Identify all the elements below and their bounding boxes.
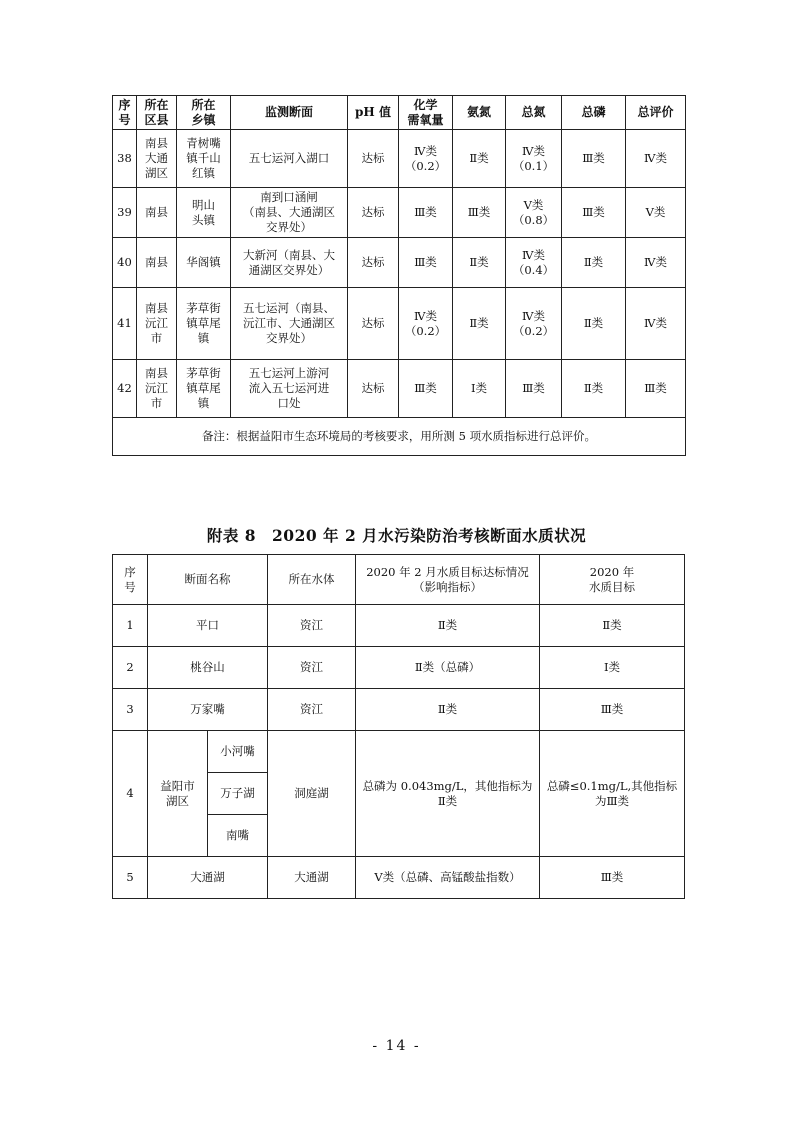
- cell-sub-section: 万子湖: [208, 773, 268, 815]
- cell-cod: Ⅳ类 （0.2）: [399, 288, 453, 360]
- header-overall: 总评价: [626, 96, 686, 130]
- cell-target: Ⅱ类: [540, 605, 685, 647]
- header-seq: 序 号: [113, 555, 148, 605]
- header-ph: pH 值: [348, 96, 399, 130]
- cell-seq: 39: [113, 188, 137, 238]
- cell-total-phosphorus: Ⅱ类: [562, 288, 626, 360]
- cell-county: 南县 沅江 市: [137, 288, 177, 360]
- monitoring-section-table: [112, 95, 686, 456]
- table-row: [113, 130, 686, 188]
- cell-total-phosphorus: Ⅱ类: [562, 360, 626, 418]
- cell-county: 南县: [137, 238, 177, 288]
- header-ammonia: 氨氮: [453, 96, 506, 130]
- cell-sub-section: 小河嘴: [208, 731, 268, 773]
- cell-status: Ⅱ类（总磷）: [356, 647, 540, 689]
- table-row: [113, 238, 686, 288]
- cell-total-nitrogen: Ⅴ类 （0.8）: [506, 188, 562, 238]
- cell-status: 总磷为 0.043mg/L，其他指标为 Ⅱ类: [356, 731, 540, 857]
- table-row: [113, 647, 685, 689]
- cell-region: 益阳市 湖区: [148, 731, 208, 857]
- cell-cod: Ⅲ类: [399, 238, 453, 288]
- cell-section-name: 桃谷山: [148, 647, 268, 689]
- cell-ph: 达标: [348, 188, 399, 238]
- cell-town: 明山 头镇: [177, 188, 231, 238]
- cell-cod: Ⅲ类: [399, 188, 453, 238]
- cell-overall: Ⅳ类: [626, 130, 686, 188]
- header-cod: 化学 需氧量: [399, 96, 453, 130]
- table-note: 备注：根据益阳市生态环境局的考核要求，用所测 5 项水质指标进行总评价。: [113, 418, 686, 456]
- cell-ph: 达标: [348, 288, 399, 360]
- cell-seq: 38: [113, 130, 137, 188]
- cell-section: 五七运河上游河 流入五七运河进 口处: [231, 360, 348, 418]
- cell-status: Ⅱ类: [356, 689, 540, 731]
- cell-seq: 41: [113, 288, 137, 360]
- cell-total-nitrogen: Ⅲ类: [506, 360, 562, 418]
- cell-water-body: 资江: [268, 605, 356, 647]
- cell-county: 南县: [137, 188, 177, 238]
- cell-total-nitrogen: Ⅳ类 （0.1）: [506, 130, 562, 188]
- assessment-section-table: [112, 554, 685, 899]
- cell-section: 大新河（南县、大 通湖区交界处）: [231, 238, 348, 288]
- header-section-name: 断面名称: [148, 555, 268, 605]
- header-status: 2020 年 2 月水质目标达标情况 （影响指标）: [356, 555, 540, 605]
- cell-water-body: 资江: [268, 689, 356, 731]
- cell-overall: Ⅲ类: [626, 360, 686, 418]
- page-number: - 14 -: [372, 1038, 421, 1054]
- cell-total-phosphorus: Ⅲ类: [562, 130, 626, 188]
- cell-ph: 达标: [348, 360, 399, 418]
- cell-overall: Ⅳ类: [626, 238, 686, 288]
- cell-sub-section: 南嘴: [208, 815, 268, 857]
- cell-section-name: 万家嘴: [148, 689, 268, 731]
- table-row: [113, 689, 685, 731]
- cell-total-nitrogen: Ⅳ类 （0.4）: [506, 238, 562, 288]
- cell-target: Ⅲ类: [540, 689, 685, 731]
- cell-seq: 1: [113, 605, 148, 647]
- table-row: [113, 188, 686, 238]
- header-section: 监测断面: [231, 96, 348, 130]
- cell-town: 青树嘴 镇千山 红镇: [177, 130, 231, 188]
- cell-target: Ⅲ类: [540, 857, 685, 899]
- cell-cod: Ⅳ类 （0.2）: [399, 130, 453, 188]
- cell-status: Ⅴ类（总磷、高锰酸盐指数）: [356, 857, 540, 899]
- cell-seq: 5: [113, 857, 148, 899]
- cell-section-name: 平口: [148, 605, 268, 647]
- cell-ph: 达标: [348, 130, 399, 188]
- header-water-body: 所在水体: [268, 555, 356, 605]
- cell-county: 南县 沅江 市: [137, 360, 177, 418]
- header-county: 所在 区县: [137, 96, 177, 130]
- table-header-row: [113, 555, 685, 605]
- cell-ammonia: Ⅱ类: [453, 238, 506, 288]
- cell-section: 五七运河（南县、 沅江市、大通湖区 交界处）: [231, 288, 348, 360]
- header-town: 所在 乡镇: [177, 96, 231, 130]
- header-total-nitrogen: 总氮: [506, 96, 562, 130]
- table-row: [113, 360, 686, 418]
- cell-ammonia: Ⅰ类: [453, 360, 506, 418]
- table-row: [113, 288, 686, 360]
- header-target: 2020 年 水质目标: [540, 555, 685, 605]
- cell-section-name: 大通湖: [148, 857, 268, 899]
- cell-status: Ⅱ类: [356, 605, 540, 647]
- cell-seq: 42: [113, 360, 137, 418]
- cell-total-phosphorus: Ⅱ类: [562, 238, 626, 288]
- table-title: 附表 8 2020 年 2 月水污染防治考核断面水质状况: [206, 526, 587, 545]
- cell-seq: 3: [113, 689, 148, 731]
- table-note-row: [113, 418, 686, 456]
- cell-seq: 4: [113, 731, 148, 857]
- header-seq: 序 号: [113, 96, 137, 130]
- cell-county: 南县 大通 湖区: [137, 130, 177, 188]
- cell-target: 总磷≤0.1mg/L,其他指标 为Ⅲ类: [540, 731, 685, 857]
- cell-total-nitrogen: Ⅳ类 （0.2）: [506, 288, 562, 360]
- cell-seq: 40: [113, 238, 137, 288]
- cell-ph: 达标: [348, 238, 399, 288]
- cell-town: 茅草街 镇草尾 镇: [177, 360, 231, 418]
- cell-ammonia: Ⅱ类: [453, 288, 506, 360]
- cell-overall: Ⅴ类: [626, 188, 686, 238]
- cell-cod: Ⅲ类: [399, 360, 453, 418]
- header-total-phosphorus: 总磷: [562, 96, 626, 130]
- cell-town: 茅草街 镇草尾 镇: [177, 288, 231, 360]
- cell-water-body: 洞庭湖: [268, 731, 356, 857]
- cell-overall: Ⅳ类: [626, 288, 686, 360]
- table-row: [113, 605, 685, 647]
- table-row: [113, 731, 685, 773]
- cell-section: 南到口涵闸 （南县、大通湖区 交界处）: [231, 188, 348, 238]
- table-header-row: [113, 96, 686, 130]
- cell-water-body: 大通湖: [268, 857, 356, 899]
- cell-ammonia: Ⅲ类: [453, 188, 506, 238]
- table-row: [113, 857, 685, 899]
- cell-seq: 2: [113, 647, 148, 689]
- cell-town: 华阁镇: [177, 238, 231, 288]
- cell-total-phosphorus: Ⅲ类: [562, 188, 626, 238]
- cell-ammonia: Ⅱ类: [453, 130, 506, 188]
- cell-target: Ⅰ类: [540, 647, 685, 689]
- cell-section: 五七运河入湖口: [231, 130, 348, 188]
- cell-water-body: 资江: [268, 647, 356, 689]
